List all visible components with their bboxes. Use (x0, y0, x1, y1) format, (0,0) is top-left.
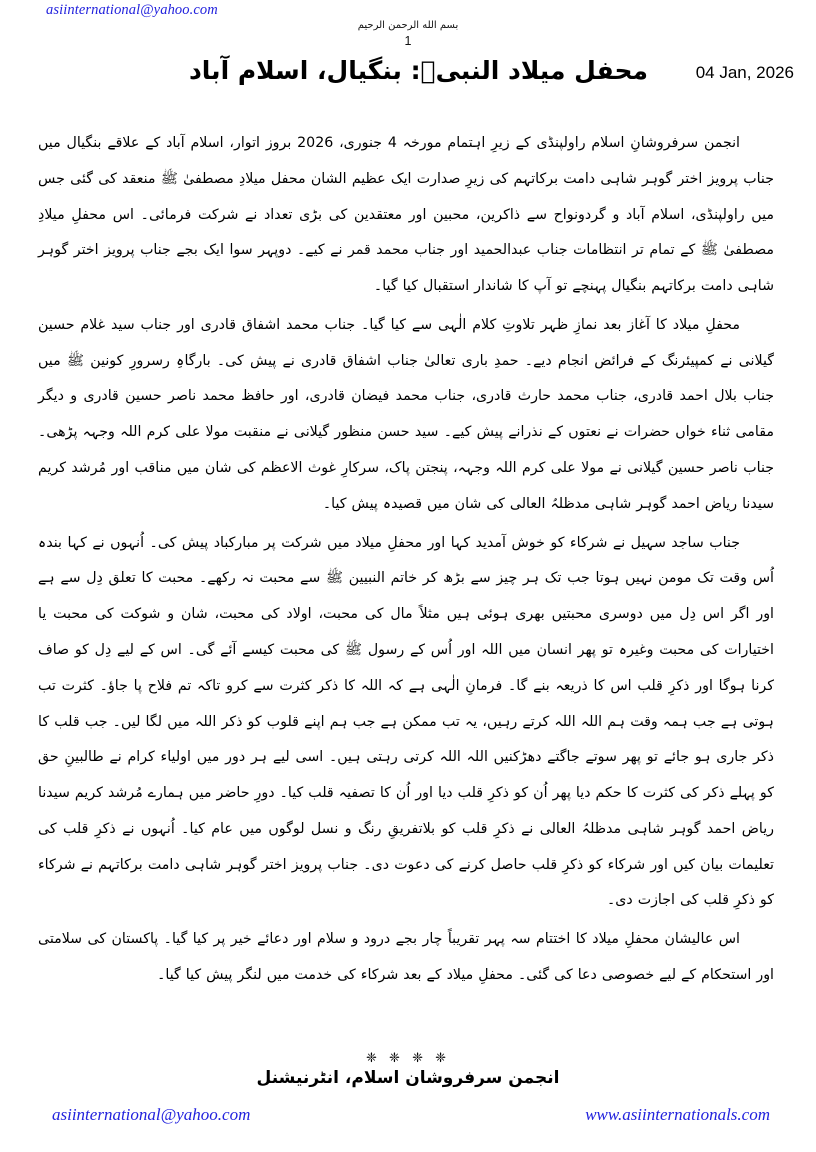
basmala-text: بسم الله الرحمن الرحيم (357, 20, 459, 31)
document-date: 04 Jan, 2026 (695, 63, 794, 82)
paragraph: محفلِ میلاد کا آغاز بعد نمازِ ظہر تلاوتِ کلام الٰہی سے کیا گیا۔ جناب محمد اشفاق قادری اور جناب سید غلام حسین گیلانی نے کمپیئرنگ کے فرائض انجام دیے۔ حمدِ باری تعالیٰ جناب اشفاق قادری نے پیش کی۔ بارگاہِ رسرورِ کونین ﷺ میں جناب بلال احمد قادری، جناب محمد حارث قادری، جناب محمد فیضان قادری، اور حافظ محمد ناصر حسین قادری و دیگر مقامی ثناء خواں حضرات نے نعتوں کے نذرانے پیش کیے۔ سید حسن منظور گیلانی نے منقبت مولا علی کرم اللہ وجہہ پڑھی۔ جناب ناصر حسین گیلانی نے مولا علی کرم اللہ وجہہ، پنجتن پاک، سرکارِ غوث الاعظم کی شان میں مناقب اور مُرشد کریم سیدنا ریاض احمد گوہر شاہی مدظلہُ العالی کی شان میں قصیدہ پیش کیا۔ (38, 316, 774, 512)
header-email-link[interactable]: asiinternational@yahoo.com (46, 2, 218, 18)
paragraph: اس عالیشان محفلِ میلاد کا اختتام سہ پہر تقریباً چار بجے درود و سلام اور دعائے خیر پر کیا گیا۔ پاکستان کی سلامتی اور استحکام کے لیے خصوصی دعا کی گئی۔ محفلِ میلاد کے بعد شرکاء کی خدمت میں لنگر پیش کیا گیا۔ (38, 931, 774, 983)
page-number: 1 (404, 34, 412, 48)
footer-website-link[interactable]: www.asiinternationals.com (585, 1105, 770, 1124)
page-title: محفل میلاد النبیؐ: بنگیال، اسلام آباد (188, 56, 648, 85)
paragraph: انجمن سرفروشانِ اسلام راولپنڈی کے زیرِ اہتمام مورخہ 4 جنوری، 2026 بروز اتوار، اسلام آباد کے علاقے بنگیال میں جناب پرویز اختر گوہر شاہی دامت برکاتہم کی زیرِ صدارت ایک عظیم الشان محفل میلادِ مصطفیٰ ﷺ منعقد کی گئی جس میں راولپنڈی، اسلام آباد و گردونواح سے ذاکرین، محبین اور معتقدین کی بڑی تعداد نے شرکت فرمائی۔ اس محفلِ میلادِ مصطفیٰ ﷺ کے تمام تر انتظامات جناب عبدالحمید اور جناب محمد قمر نے کیے۔ دوپہر سوا ایک بجے جناب پرویز اختر گوہر شاہی دامت برکاتہم بنگیال پہنچے تو آپ کا شاندار استقبال کیا گیا۔ (38, 135, 774, 295)
organization-signature: انجمن سرفروشان اسلام، انٹرنیشنل (256, 1068, 560, 1088)
footer-email-link[interactable]: asiinternational@yahoo.com (52, 1105, 251, 1124)
footer (0, 1105, 816, 1139)
paragraph: جناب ساجد سہیل نے شرکاء کو خوش آمدید کہا اور محفلِ میلاد میں شرکت پر مبارکباد پیش کی۔ اُنہوں نے کہا بندہ اُس وقت تک مومن نہیں ہوتا جب تک ہر چیز سے بڑھ کر خاتم النبیین ﷺ سے محبت نہ رکھے۔ محبت کا تعلق دِل سے ہے اور اگر اس دِل میں دوسری محبتیں بھری ہوئی ہیں مثلاً مال کی محبت، اولاد کی محبت، شان و شوکت کی محبت یا اختیارات کی محبت وغیرہ تو پھر انسان میں اللہ اور اُس کے رسول ﷺ کی محبت کیسے آئے گی۔ اس کے لیے دِل کو صاف کرنا ہوگا اور ذکرِ قلب اس کا ذریعہ بنے گا۔ فرمانِ الٰہی ہے کہ اللہ کا ذکر کثرت سے کرو تاکہ تم فلاح پا جاؤ۔ کثرت تب ہوتی ہے جب ہمہ وقت ہم اللہ اللہ کرتے رہیں، یہ تب ممکن ہے جب ہم اپنے قلوب کو ذکر اللہ میں لگا لیں۔ جب قلب کا ذکر جاری ہو جائے تو پھر سوتے جاگتے دھڑکنیں اللہ اللہ کرتی رہتی ہیں۔ اسی لیے ہر دور میں اولیاء کرام نے طالبینِ حق کو پہلے ذکر کی کثرت کا حکم دیا پھر اُن کو ذکرِ قلب دیا اور اُن کا تصفیہ قلب کیا۔ دورِ حاضر میں ہمارے مُرشد کریم سیدنا ریاض احمد گوہر شاہی مدظلہُ العالی نے ذکرِ قلب کو بلاتفریقِ رنگ و نسل لوگوں میں عام کیا۔ اُنہوں نے ذکرِ قلب کی تعلیمات بیان کیں اور شرکاء کو ذکرِ قلب حاصل کرنے کی دعوت دی۔ جناب پرویز اختر گوہر شاہی دامت برکاتہم نے شرکاء کو ذکرِ قلب کی اجازت دی۔ (38, 534, 774, 909)
title-row (0, 54, 816, 116)
article-body (38, 126, 774, 997)
ornament-divider-icon: ❈ ❈ ❈ ❈ (366, 1051, 450, 1066)
